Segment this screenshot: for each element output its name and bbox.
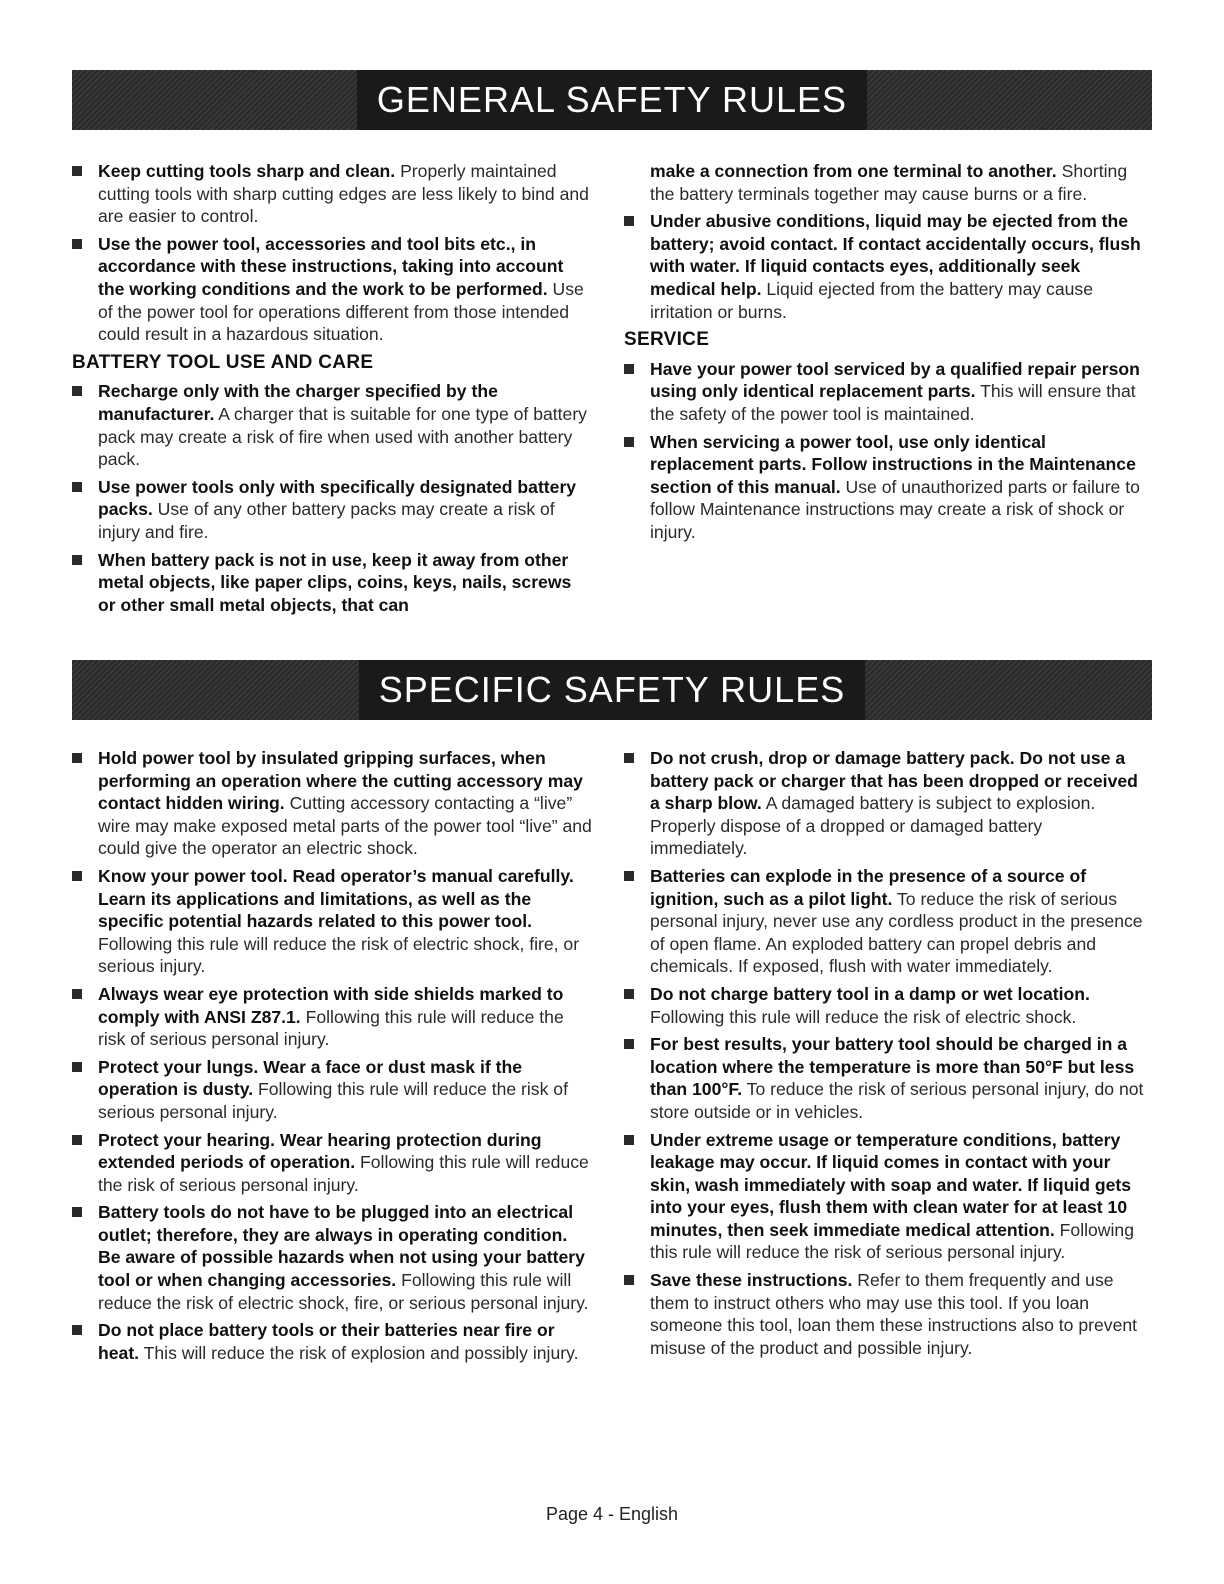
- square-bullet-icon: [72, 386, 82, 396]
- item-text: Liquid ejected from the battery may cause irritation or burns.: [650, 278, 1093, 322]
- item-bold: Always wear eye protection with side shields marked to comply with ANSI Z87.1.: [98, 983, 564, 1027]
- square-bullet-icon: [72, 166, 82, 176]
- item-bold: Save these instructions.: [650, 1270, 853, 1291]
- square-bullet-icon: [624, 1135, 634, 1145]
- rule-item: [624, 1129, 1144, 1265]
- item-bold: Protect your lungs. Wear a face or dust mask if the operation is dusty.: [98, 1056, 522, 1100]
- square-bullet-icon: [624, 216, 634, 226]
- rule-item: [72, 1056, 592, 1124]
- rule-item: [624, 747, 1144, 860]
- square-bullet-icon: [72, 989, 82, 999]
- rule-item: [72, 233, 592, 346]
- square-bullet-icon: [624, 1275, 634, 1285]
- general-left-column: [72, 160, 592, 621]
- item-bold: make a connection from one terminal to another.: [650, 161, 1057, 181]
- item-text: Following this rule will reduce the risk of serious personal injury.: [98, 1006, 564, 1050]
- rule-item: [72, 865, 592, 978]
- item-text: Following this rule will reduce the risk of serious personal injury.: [98, 1152, 589, 1195]
- item-text: To reduce the risk of serious personal injury, never use any cordless product in the presence of open flame. An exploded battery can propel debris and chemicals. If exposed, flush with water immediately.: [650, 888, 1143, 977]
- item-text: Following this rule will reduce the risk of serious personal injury.: [98, 1079, 568, 1122]
- item-bold: Know your power tool. Read operator’s manual carefully. Learn its applications and limitations, as well as the specific potential hazards related to this power tool.: [98, 865, 574, 932]
- item-bold: Battery tools do not have to be plugged into an electrical outlet; therefore, they are always in operating condition. Be aware of possible hazards when not using your battery tool or when changing accessories.: [98, 1202, 585, 1291]
- item-bold: For best results, your battery tool should be charged in a location where the temperature is more than 50°F but less than 100°F.: [650, 1034, 1135, 1100]
- item-bold: Under extreme usage or temperature conditions, battery leakage may occur. If liquid comes in contact with your skin, wash immediately with soap and water. If liquid gets into your eyes, flush them with clean water for at least 10 minutes, then seek immediate medical attention.: [650, 1129, 1132, 1240]
- square-bullet-icon: [72, 239, 82, 249]
- item-text: Cutting accessory contacting a “live” wire may make exposed metal parts of the power tool “live” and could give the operator an electric shock.: [98, 793, 592, 859]
- item-bold: Hold power tool by insulated gripping surfaces, when performing an operation where the cutting accessory may contact hidden wiring.: [98, 748, 583, 814]
- item-bold: When servicing a power tool, use only identical replacement parts. Follow instructions in the Maintenance section of this manual.: [650, 431, 1136, 497]
- rule-item: [624, 358, 1144, 426]
- item-text: A damaged battery is subject to explosion. Properly dispose of a dropped or damaged battery immediately.: [650, 793, 1096, 859]
- section-heading: BATTERY TOOL USE AND CARE: [72, 351, 374, 373]
- specific-right-column: [624, 747, 1144, 1364]
- square-bullet-icon: [72, 1325, 82, 1335]
- specific-safety-rules-banner: [72, 660, 1152, 720]
- item-text: Use of any other battery packs may create a risk of injury and fire.: [98, 499, 555, 542]
- item-text: Refer to them frequently and use them to instruct others who may use this tool. If you loan someone this tool, loan them these instructions also to prevent misuse of the product and possible injury.: [650, 1270, 1138, 1358]
- square-bullet-icon: [72, 1062, 82, 1072]
- rule-item: [624, 865, 1144, 978]
- item-bold: Protect your hearing. Wear hearing protection during extended periods of operation.: [98, 1129, 542, 1173]
- square-bullet-icon: [72, 1135, 82, 1145]
- item-text: Following this rule will reduce the risk of electric shock, fire, or serious personal injury.: [98, 1270, 589, 1313]
- square-bullet-icon: [624, 989, 634, 999]
- rule-item: [72, 1129, 592, 1197]
- item-text: This will ensure that the safety of the power tool is maintained.: [650, 381, 1136, 424]
- item-bold: Under abusive conditions, liquid may be ejected from the battery; avoid contact. If contact accidentally occurs, flush with water. If liquid contacts eyes, additionally seek medical help.: [650, 211, 1141, 299]
- item-bold: Use the power tool, accessories and tool bits etc., in accordance with these instructions, taking into account the working conditions and the work to be performed.: [98, 233, 564, 299]
- item-bold: Keep cutting tools sharp and clean.: [98, 161, 396, 181]
- item-text: Shorting the battery terminals together may cause burns or a fire.: [650, 161, 1128, 204]
- item-bold: Do not charge battery tool in a damp or wet location.: [650, 983, 1090, 1004]
- rule-item: [624, 210, 1144, 323]
- rule-item: [624, 431, 1144, 544]
- item-bold: Do not crush, drop or damage battery pack. Do not use a battery pack or charger that has been dropped or received a sharp blow.: [650, 748, 1138, 814]
- item-text: This will reduce the risk of explosion and possibly injury.: [139, 1342, 579, 1363]
- square-bullet-icon: [624, 871, 634, 881]
- rule-item: [72, 1319, 592, 1364]
- item-text: Use of unauthorized parts or failure to follow Maintenance instructions may create a risk of shock or injury.: [650, 476, 1140, 542]
- rule-item: [72, 476, 592, 544]
- square-bullet-icon: [72, 555, 82, 565]
- item-text: Properly maintained cutting tools with sharp cutting edges are less likely to bind and are easier to control.: [98, 161, 589, 227]
- item-text: To reduce the risk of serious personal injury, do not store outside or in vehicles.: [650, 1079, 1144, 1122]
- section-title: GENERAL SAFETY RULES: [357, 70, 867, 130]
- rule-item: [72, 160, 592, 228]
- item-text: Following this rule will reduce the risk of electric shock.: [650, 1006, 1077, 1027]
- rule-item: [72, 747, 592, 860]
- item-bold: Do not place battery tools or their batteries near fire or heat.: [98, 1320, 555, 1363]
- square-bullet-icon: [624, 753, 634, 763]
- section-heading: SERVICE: [624, 329, 710, 351]
- rule-item: [624, 983, 1144, 1028]
- page-footer: Page 4 - English: [545, 1504, 679, 1524]
- item-text: Following this rule will reduce the risk of electric shock, fire, or serious injury.: [98, 933, 580, 977]
- general-right-column: [624, 160, 1144, 549]
- rule-item: [72, 983, 592, 1051]
- section-title: SPECIFIC SAFETY RULES: [359, 660, 865, 720]
- rule-item: [72, 1201, 592, 1314]
- square-bullet-icon: [72, 482, 82, 492]
- specific-left-column: [72, 747, 592, 1369]
- item-text: A charger that is suitable for one type of battery pack may create a risk of fire when used with another battery pack.: [98, 403, 587, 470]
- square-bullet-icon: [72, 1207, 82, 1217]
- item-bold: Recharge only with the charger specified by the manufacturer.: [98, 381, 498, 424]
- item-bold: Have your power tool serviced by a qualified repair person using only identical replacement parts.: [650, 358, 1140, 402]
- rule-item: [624, 1033, 1144, 1123]
- rule-item: [624, 1269, 1144, 1359]
- square-bullet-icon: [72, 871, 82, 881]
- square-bullet-icon: [72, 753, 82, 763]
- square-bullet-icon: [624, 437, 634, 447]
- continued-item: [624, 160, 1144, 205]
- square-bullet-icon: [624, 1039, 634, 1049]
- general-safety-rules-banner: [72, 70, 1152, 130]
- item-text: Use of the power tool for operations different from those intended could result in a hazardous situation.: [98, 278, 584, 345]
- item-text: Following this rule will reduce the risk of serious personal injury.: [650, 1219, 1134, 1263]
- square-bullet-icon: [624, 364, 634, 374]
- item-bold: Batteries can explode in the presence of a source of ignition, such as a pilot light.: [650, 865, 1087, 909]
- item-bold: When battery pack is not in use, keep it away from other metal objects, like paper clips, coins, keys, nails, screws or other small metal objects, that can: [98, 549, 572, 615]
- rule-item: [72, 549, 592, 617]
- item-bold: Use power tools only with specifically designated battery packs.: [98, 476, 577, 520]
- rule-item: [72, 380, 592, 470]
